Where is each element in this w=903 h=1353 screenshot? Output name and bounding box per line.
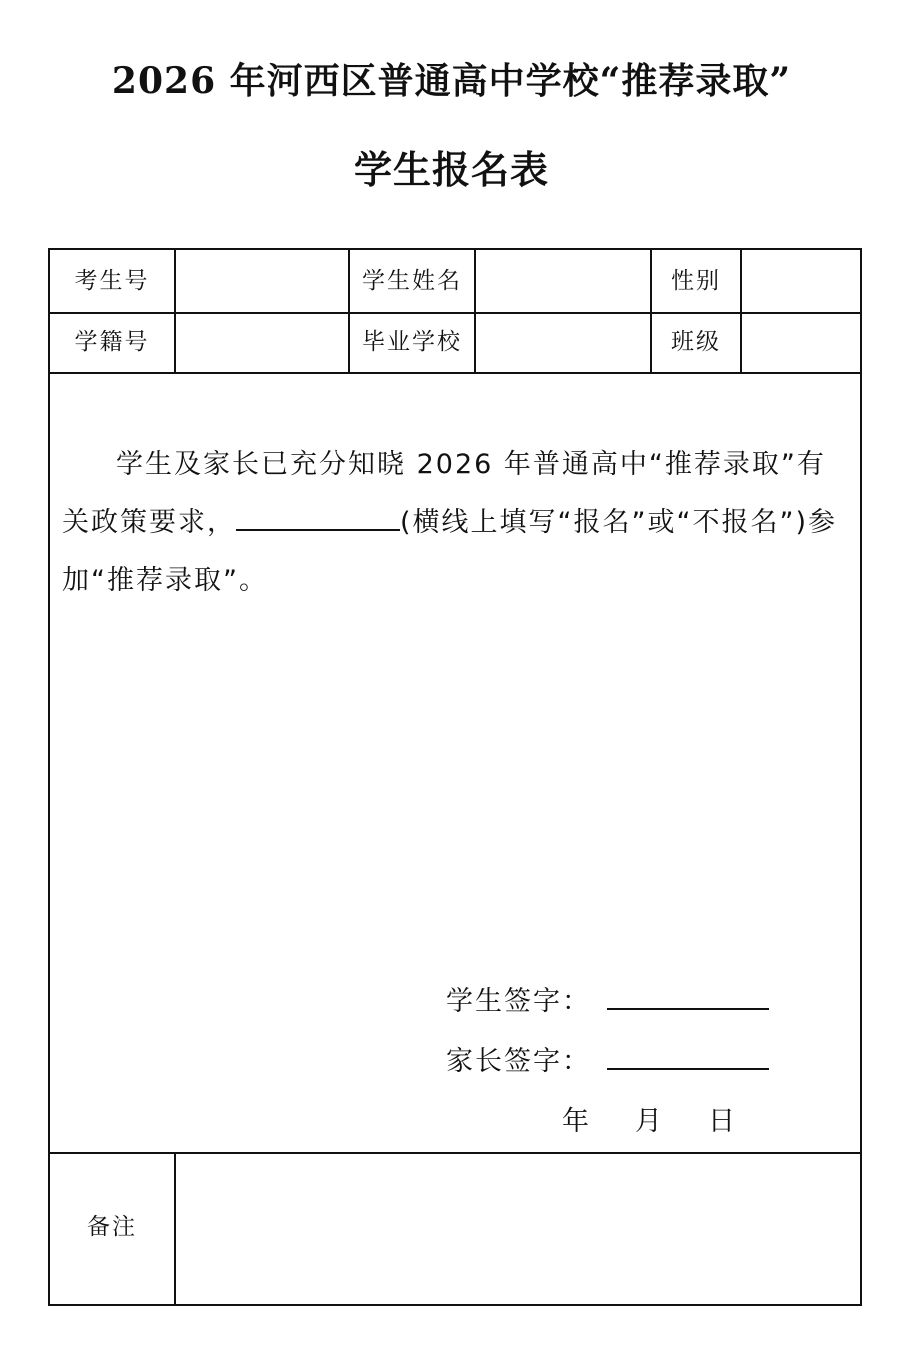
row-divider — [50, 372, 860, 374]
remarks-field[interactable] — [176, 1154, 862, 1304]
graduating-school-label: 毕业学校 — [362, 329, 462, 355]
document-title: 2026 年河西区普通高中学校“推荐录取” — [111, 60, 792, 102]
gender-label: 性别 — [671, 268, 721, 294]
class-field[interactable] — [742, 314, 862, 372]
date-month-label: 月 — [635, 1106, 662, 1137]
student-id-label: 学籍号 — [74, 329, 150, 355]
student-signature-line[interactable] — [607, 980, 769, 1010]
remarks-label: 备注 — [87, 1214, 137, 1240]
document-subtitle: 学生报名表 — [353, 147, 549, 192]
parent-signature-line[interactable] — [607, 1040, 769, 1070]
statement-text-before: 学生及家长已充分知晓 2026 年普通高中“推荐录取”有关政策要求， — [62, 449, 826, 538]
registration-form-table — [48, 248, 862, 1306]
date-day-label: 日 — [708, 1106, 735, 1137]
exam-number-label: 考生号 — [74, 268, 150, 294]
registration-choice-blank[interactable] — [236, 503, 400, 531]
graduating-school-field[interactable] — [476, 314, 650, 372]
gender-field[interactable] — [742, 250, 862, 312]
date-year-label: 年 — [562, 1106, 589, 1137]
date-row — [562, 1102, 735, 1142]
student-signature-row — [446, 980, 769, 1022]
statement-paragraph — [62, 436, 852, 610]
student-signature-label: 学生签字： — [446, 986, 591, 1017]
student-name-label: 学生姓名 — [362, 268, 462, 294]
statement-text-after: (横线上填写“报名”或“不报名”)参加“推荐录取”。 — [62, 507, 838, 596]
student-name-field[interactable] — [476, 250, 650, 312]
parent-signature-label: 家长签字： — [446, 1046, 591, 1077]
class-label: 班级 — [671, 329, 721, 355]
row-divider — [50, 312, 860, 314]
exam-number-field[interactable] — [176, 250, 348, 312]
student-id-field[interactable] — [176, 314, 348, 372]
parent-signature-row — [446, 1040, 769, 1082]
